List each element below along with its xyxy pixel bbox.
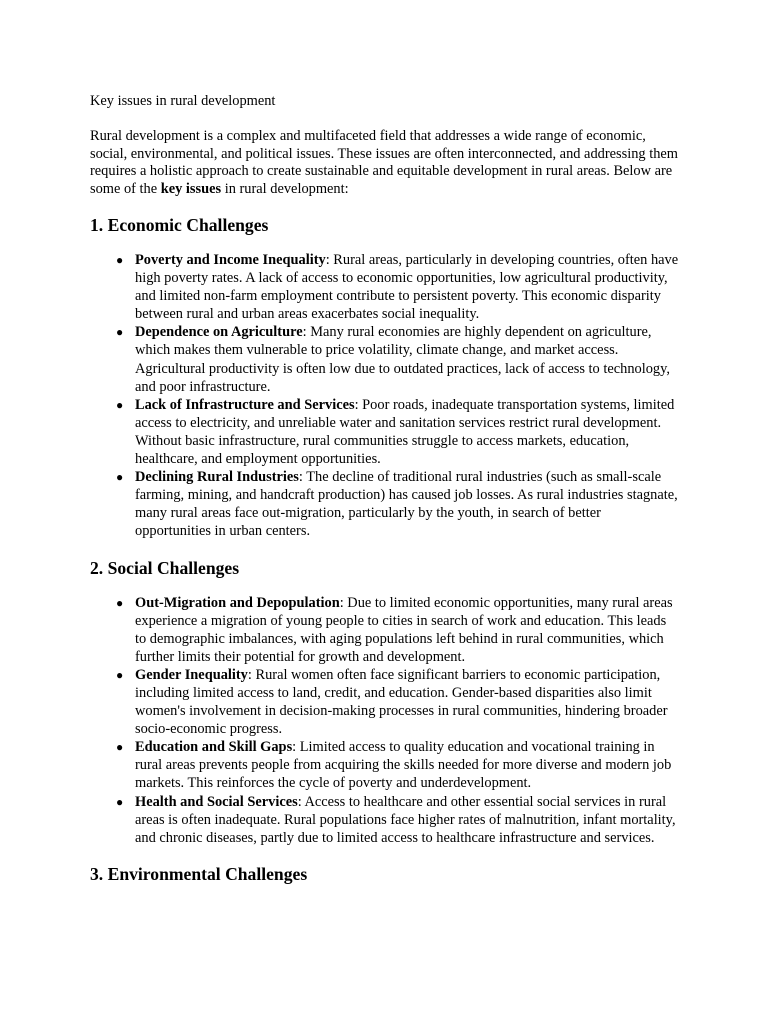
issue-term: Declining Rural Industries bbox=[135, 469, 299, 486]
intro-paragraph bbox=[90, 128, 680, 198]
bullet-icon: ● bbox=[116, 740, 124, 755]
document-page bbox=[90, 92, 680, 900]
issue-term: Dependence on Agriculture bbox=[135, 324, 303, 341]
issue-term: Health and Social Services bbox=[135, 793, 298, 810]
issue-text: : Poor roads, inadequate transportation systems, limited access to electricity, and unreliable water and sanitation services restrict rural development. Without basic infrastructure, rural communities struggle to access markets, education, healthcare, and employment opportunities. bbox=[135, 396, 675, 468]
bullet-icon: ● bbox=[116, 397, 124, 412]
issue-text: : Rural areas, particularly in developing countries, often have high poverty rates. A lack of access to economic opportunities, low agricultural productivity, and limited non-farm employment contribute to persistent poverty. This economic disparity between rural and urban areas exacerbates social inequality. bbox=[135, 252, 679, 323]
list-item bbox=[116, 666, 680, 738]
document-title: Key issues in rural development bbox=[90, 93, 276, 109]
bullet-icon: ● bbox=[116, 794, 124, 809]
list-item bbox=[116, 251, 680, 323]
bullet-icon: ● bbox=[116, 595, 124, 610]
issue-text: : Rural women often face significant barriers to economic participation, including limited access to land, credit, and education. Gender-based disparities also limit women's involvement in decision-making processes in rural communities, hindering broader socio-economic progress. bbox=[135, 666, 668, 738]
list-item bbox=[116, 396, 680, 468]
list-item bbox=[116, 793, 680, 847]
issue-text: : Limited access to quality education and vocational training in rural areas prevents people from acquiring the skills needed for more diverse and modern job markets. This reinforces the cycle of poverty and underdevelopment. bbox=[135, 739, 672, 792]
issue-text: : Many rural economies are highly dependent on agriculture, which makes them vulnerable to price volatility, climate change, and market access. Agricultural productivity is often low due to outdated practices, lack of access to technology, and poor infrastructure. bbox=[135, 324, 670, 395]
bullet-icon: ● bbox=[116, 325, 124, 340]
list-item bbox=[116, 323, 680, 395]
intro-text-end: in rural development: bbox=[221, 180, 349, 197]
bullet-icon: ● bbox=[116, 667, 124, 682]
section-heading-social: 2. Social Challenges bbox=[90, 557, 240, 578]
bullet-icon: ● bbox=[116, 253, 124, 267]
list-item bbox=[116, 594, 680, 666]
issue-text: : Access to healthcare and other essential social services in rural areas is often inadequate. Rural populations face higher rates of malnutrition, infant mortality, and chronic diseases, partly due to limited access to healthcare infrastructure and services. bbox=[135, 793, 676, 846]
intro-text: Rural development is a complex and multifaceted field that addresses a wide range of economic, social, environmental, and political issues. These issues are often interconnected, and addressing them requires a holistic approach to create sustainable and equitable development in rural areas. Below are some of the bbox=[90, 128, 678, 197]
issue-term: Gender Inequality bbox=[135, 666, 248, 683]
issue-term: Education and Skill Gaps bbox=[135, 739, 293, 756]
issue-term: Out-Migration and Depopulation bbox=[135, 594, 340, 611]
issue-text: : Due to limited economic opportunities, many rural areas experience a migration of young people to cities in search of work and education. This leads to demographic imbalances, with aging populations left behind in rural communities, which further limits their potential for growth and development. bbox=[135, 594, 673, 665]
issue-term: Poverty and Income Inequality bbox=[135, 252, 326, 268]
economic-issue-list bbox=[90, 251, 680, 541]
social-issue-list bbox=[90, 594, 680, 847]
section-heading-economic: 1. Economic Challenges bbox=[90, 215, 269, 235]
section-heading-environmental: 3. Environmental Challenges bbox=[90, 863, 308, 884]
issue-term: Lack of Infrastructure and Services bbox=[135, 396, 355, 413]
intro-emphasis: key issues bbox=[160, 180, 222, 197]
issue-text: : The decline of traditional rural industries (such as small-scale farming, mining, and handcraft production) has caused job losses. As rural industries stagnate, many rural areas face out-migration, particularly by the youth, in search of better opportunities in urban centers. bbox=[135, 469, 678, 540]
list-item bbox=[116, 468, 680, 540]
bullet-icon: ● bbox=[116, 470, 124, 485]
list-item bbox=[116, 738, 680, 792]
